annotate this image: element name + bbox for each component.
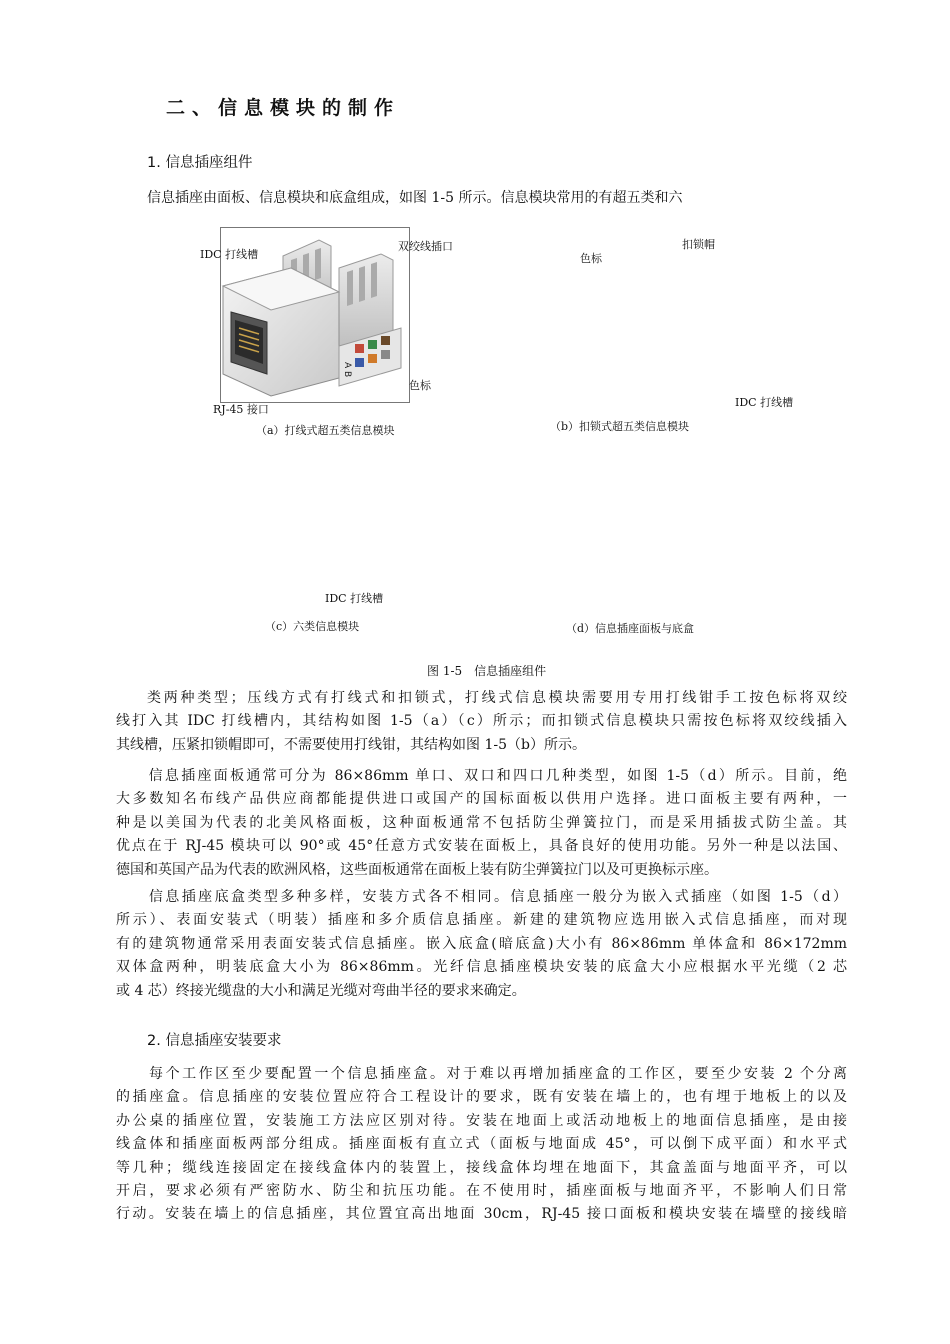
label-idc-a: IDC 打线槽 (200, 248, 259, 261)
text-line: 大多数知名布线产品供应商都能提供进口或国产的国标面板以供用户选择。进口面板主要有两种，一 (116, 791, 847, 808)
color-code-letters: A B (342, 362, 352, 378)
text-line: 或 4 芯）终接光缆盘的大小和满足光缆对弯曲半径的要求来确定。 (116, 982, 526, 999)
text-line: 双体盒两种，明装底盒大小为 86×86mm。光纤信息插座模块安装的底盒大小应根据水平光缆（2 芯 (116, 959, 847, 976)
text-line: 每个工作区至少要配置一个信息插座盒。对于难以再增加插座盒的工作区，要至少安装 2 个分离 (116, 1066, 847, 1082)
text-line: 有的建筑物通常采用表面安装式信息插座。嵌入底盒(暗底盒)大小有 86×86mm 单体盒和 86×172mm (116, 935, 847, 952)
section-title: 二、信息模块的制作 (166, 97, 401, 119)
caption-a: （a）打线式超五类信息模块 (256, 424, 395, 437)
paragraph-4 (116, 1063, 847, 1227)
label-idc-c: IDC 打线槽 (325, 592, 384, 605)
label-color-code-b: 色标 (580, 252, 602, 265)
text-line: 信息插座底盒类型多种多样，安装方式各不相同。信息插座一般分为嵌入式插座（如图 1-5（d） (116, 889, 847, 905)
label-twisted-port: 双绞线插口 (398, 240, 453, 253)
text-line: 线打入其 IDC 打线槽内，其结构如图 1-5（a）（c）所示；而扣锁式信息模块只需按色标将双绞线插入 (116, 713, 847, 730)
text-line: 种是以美国为代表的北美风格面板，这种面板通常不包括防尘弹簧拉门，而是采用插拔式防尘盖。其 (116, 814, 847, 831)
text-line: 行动。安装在墙上的信息插座，其位置宜高出地面 30cm，RJ-45 接口面板和模块安装在墙壁的接线暗 (116, 1206, 847, 1223)
intro-text: 信息插座由面板、信息模块和底盒组成，如图 1-5 所示。信息模块常用的有超五类和六 (147, 190, 683, 206)
label-color-code-a: 色标 (409, 379, 431, 392)
text-line: 办公桌的插座位置，安装施工方法应区别对待。安装在地面上或活动地板上的地面信息插座，是由接 (116, 1112, 847, 1129)
label-lock-cap: 扣锁帽 (682, 238, 715, 251)
text-line: 优点在于 RJ-45 模块可以 90°或 45°任意方式安装在面板上，具备良好的使用功能。另外一种是以法国、 (116, 838, 847, 855)
text-line: 信息插座面板通常可分为 86×86mm 单口、双口和四口几种类型，如图 1-5（d）所示。目前，绝 (116, 768, 847, 784)
text-line: 线盒体和插座面板两部分组成。插座面板有直立式（面板与地面成 45°，可以倒下成平面）和水平式 (116, 1136, 847, 1153)
caption-b: （b）扣锁式超五类信息模块 (550, 420, 690, 433)
paragraph-1 (116, 687, 847, 757)
caption-d: （d）信息插座面板与底盒 (566, 622, 695, 635)
text-line: 的插座盒。信息插座的安装位置应符合工程设计的要求，既有安装在墙上的，也有埋于地板上的以及 (116, 1089, 847, 1106)
text-line: 其线槽，压紧扣锁帽即可，不需要使用打线钳，其结构如图 1-5（b）所示。 (116, 736, 586, 753)
label-idc-b: IDC 打线槽 (735, 396, 794, 409)
label-rj45: RJ-45 接口 (213, 403, 269, 416)
paragraph-2 (116, 765, 847, 882)
subsection-title-2: 2. 信息插座安装要求 (147, 1033, 282, 1049)
subsection-title-1: 1. 信息插座组件 (147, 155, 253, 171)
text-line: 德国和英国产品为代表的欧洲风格，这些面板通常在面板上装有防尘弹簧拉门以及可更换标示座。 (116, 861, 718, 878)
caption-c: （c）六类信息模块 (265, 620, 360, 633)
text-line: 开启，要求必须有严密防水、防尘和抗压功能。在不使用时，插座面板与地面齐平，不影响人们日常 (116, 1183, 847, 1200)
paragraph-3 (116, 886, 847, 1003)
figure-title: 图 1-5 信息插座组件 (427, 664, 547, 678)
text-line: 类两种类型；压线方式有打线式和扣锁式，打线式信息模块需要用专用打线钳手工按色标将双绞 (147, 690, 847, 706)
text-line: 所示）、表面安装式（明装）插座和多介质信息插座。新建的建筑物应选用嵌入式信息插座，而对现 (116, 912, 847, 929)
text-line: 等几种；缆线连接固定在接线盒体内的装置上，接线盒体均埋在地面下，其盒盖面与地面平齐，可以 (116, 1159, 847, 1176)
